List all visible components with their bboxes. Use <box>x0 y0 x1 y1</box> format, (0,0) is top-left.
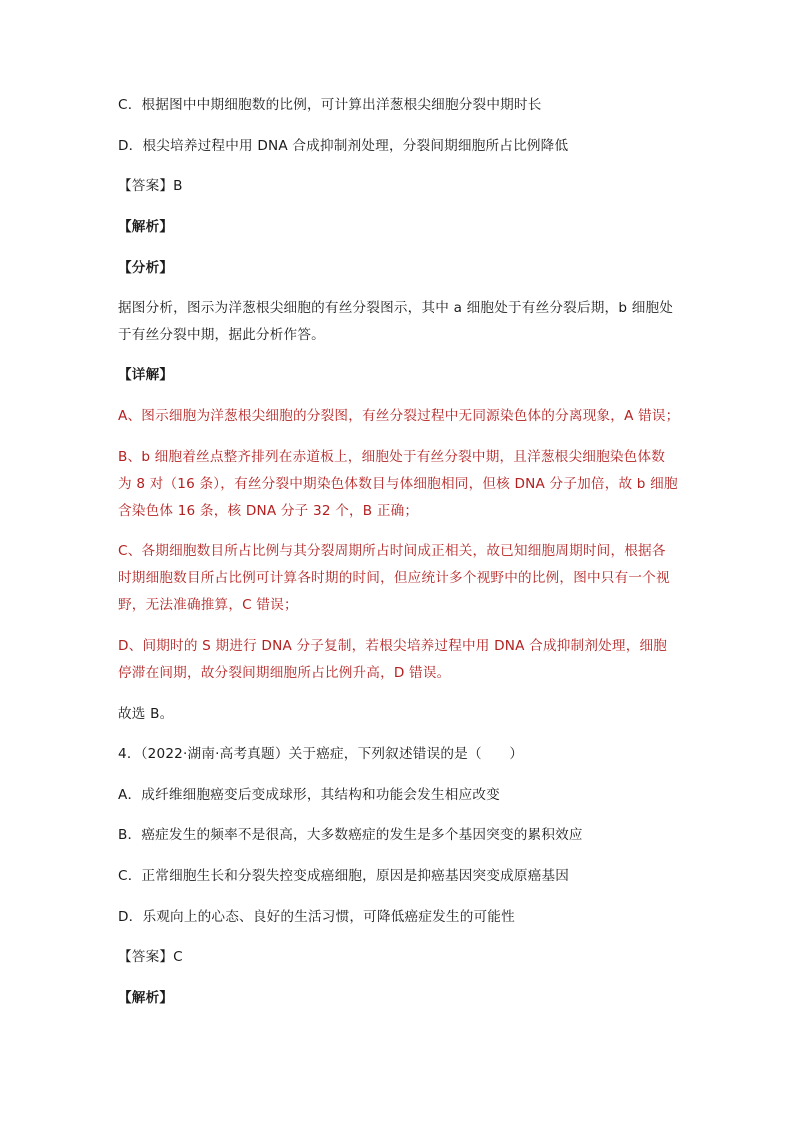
fenxi-heading: 【分析】 <box>118 260 174 276</box>
option-c: C．根据图中中期细胞数的比例，可计算出洋葱根尖细胞分裂中期时长 <box>118 97 542 113</box>
detail-heading: 【详解】 <box>118 367 174 383</box>
detail-d-line: 停滞在间期，故分裂间期细胞所占比例升高，D 错误。 <box>118 665 451 681</box>
detail-c-line: 野，无法准确推算，C 错误； <box>118 597 298 613</box>
q4-answer-label: 【答案】C <box>118 949 183 965</box>
q4-option-d: D．乐观向上的心态、良好的生活习惯，可降低癌症发生的可能性 <box>118 909 515 925</box>
q4-option-a: A．成纤维细胞癌变后变成球形，其结构和功能会发生相应改变 <box>118 787 500 803</box>
fenxi-line: 据图分析，图示为洋葱根尖细胞的有丝分裂图示，其中 a 细胞处于有丝分裂后期，b 细胞处 <box>118 300 674 316</box>
detail-a: A、图示细胞为洋葱根尖细胞的分裂图，有丝分裂过程中无同源染色体的分离现象，A 错误； <box>118 408 680 424</box>
q4-analysis-heading: 【解析】 <box>118 990 174 1006</box>
detail-b-line: 为 8 对（16 条），有丝分裂中期染色体数目与体细胞相同，但核 DNA 分子加倍，故 b 细胞 <box>118 476 678 492</box>
detail-b-line: 含染色体 16 条，核 DNA 分子 32 个，B 正确； <box>118 503 419 519</box>
q4-option-b: B．癌症发生的频率不是很高，大多数癌症的发生是多个基因突变的累积效应 <box>118 827 583 843</box>
q4-option-c: C．正常细胞生长和分裂失控变成癌细胞，原因是抑癌基因突变成原癌基因 <box>118 868 570 884</box>
detail-d-line: D、间期时的 S 期进行 DNA 分子复制，若根尖培养过程中用 DNA 合成抑制剂处理，细胞 <box>118 638 668 654</box>
detail-b-line: B、b 细胞着丝点整齐排列在赤道板上，细胞处于有丝分裂中期，且洋葱根尖细胞染色体数 <box>118 449 666 465</box>
detail-c-line: C、各期细胞数目所占比例与其分裂周期所占时间成正相关，故已知细胞周期时间，根据各 <box>118 543 666 559</box>
detail-c-line: 时期细胞数目所占比例可计算各时期的时间，但应统计多个视野中的比例，图中只有一个视 <box>118 570 670 586</box>
answer-label: 【答案】B <box>118 178 183 194</box>
analysis-heading: 【解析】 <box>118 219 174 235</box>
fenxi-line: 于有丝分裂中期，据此分析作答。 <box>118 327 325 343</box>
question-4-stem: 4．（2022·湖南·高考真题）关于癌症，下列叙述错误的是（ ） <box>118 746 524 762</box>
conclusion: 故选 B。 <box>118 706 174 722</box>
option-d: D．根尖培养过程中用 DNA 合成抑制剂处理，分裂间期细胞所占比例降低 <box>118 138 569 154</box>
